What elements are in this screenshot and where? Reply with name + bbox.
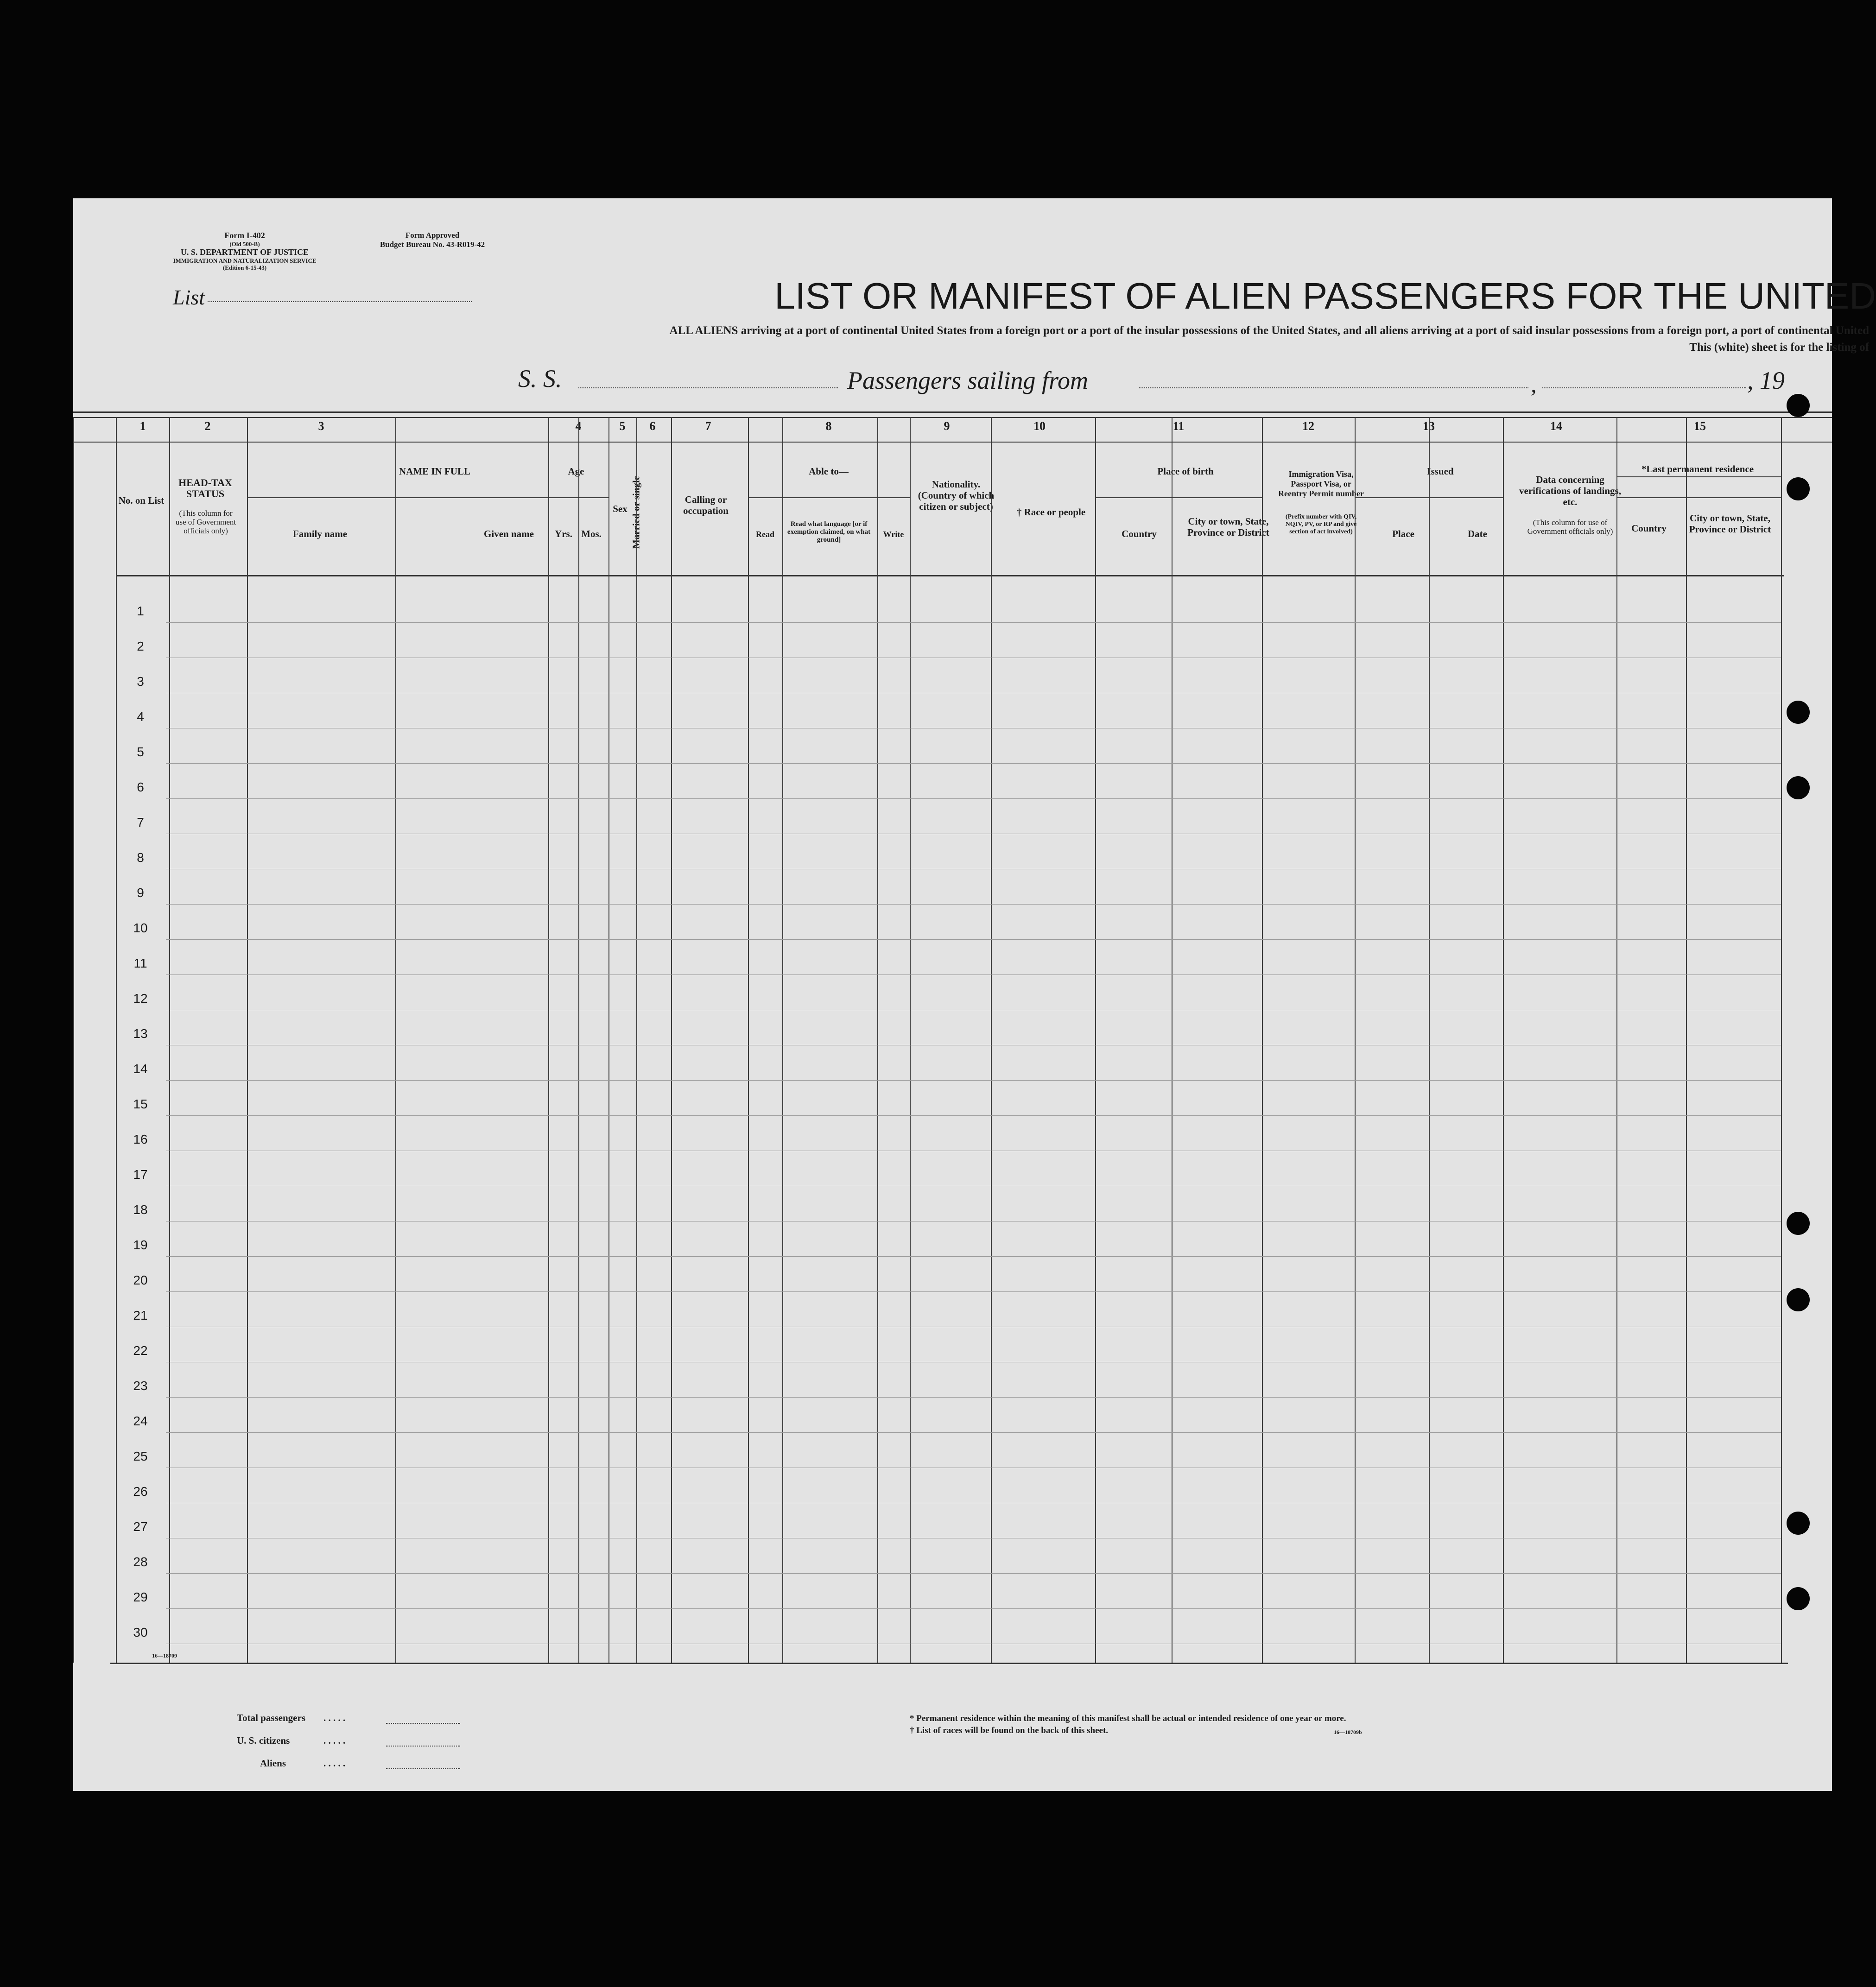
column-rule	[1429, 417, 1430, 1663]
column-rule	[395, 417, 396, 1663]
department-name: U. S. DEPARTMENT OF JUSTICE	[180, 247, 309, 257]
header-family-name: Family name	[292, 528, 348, 539]
header-nationality: Nationality. (Country of which citizen or subject)	[918, 479, 995, 512]
aliens-label: Aliens	[260, 1758, 286, 1769]
subheader-rule	[1095, 497, 1262, 498]
row-number: 6	[137, 780, 144, 794]
column-number: 12	[1302, 419, 1314, 433]
row-number: 11	[133, 956, 147, 970]
header-calling: Calling or occupation	[683, 494, 729, 516]
row-number: 7	[137, 815, 144, 829]
row-number: 12	[133, 991, 148, 1006]
table-top-rule-inner	[73, 417, 1832, 418]
row-rule	[166, 1115, 1781, 1116]
column-number: 11	[1172, 419, 1185, 433]
row-rule	[166, 1080, 1781, 1081]
row-number: 1	[137, 604, 144, 618]
header-age-months: Mos.	[581, 528, 602, 539]
row-rule	[166, 622, 1781, 623]
row-number: 24	[133, 1414, 148, 1428]
row-number: 27	[133, 1519, 148, 1534]
row-number: 21	[133, 1308, 148, 1323]
footnote-residence: * Permanent residence within the meaning of this manifest shall be actual or intended residence of one year or more.	[910, 1714, 1346, 1723]
budget-approval	[370, 231, 495, 249]
column-rule	[636, 417, 637, 1663]
column-number-rule	[73, 442, 1832, 443]
column-number: 4	[575, 419, 582, 433]
header-data-note: (This column for use of Government officials only)	[1527, 518, 1613, 536]
header-birth-country: Country	[1122, 528, 1157, 539]
column-number: 14	[1550, 419, 1562, 433]
row-rule	[166, 1573, 1781, 1574]
row-number: 18	[133, 1202, 148, 1217]
form-approved-label: Form Approved	[405, 231, 460, 240]
subheader-rule	[1616, 497, 1781, 498]
binder-hole	[1787, 1587, 1810, 1610]
row-rule	[166, 1291, 1781, 1292]
manifest-sheet	[73, 198, 1876, 1791]
row-number: 23	[133, 1379, 148, 1393]
header-place-of-birth: Place of birth	[1157, 466, 1214, 477]
sailing-port-field[interactable]	[1139, 387, 1528, 388]
column-number: 3	[318, 419, 324, 433]
form-number: Form I-402	[224, 231, 265, 240]
column-rule	[169, 417, 170, 1663]
header-able-to: Able to—	[809, 466, 849, 477]
binder-hole	[1787, 1212, 1810, 1235]
column-rule	[1262, 417, 1263, 1663]
row-number: 10	[133, 921, 148, 935]
row-number: 19	[133, 1238, 148, 1252]
aliens-field[interactable]	[386, 1768, 460, 1769]
header-write: Write	[883, 530, 904, 539]
list-number-field[interactable]	[208, 301, 472, 302]
row-number: 25	[133, 1449, 148, 1463]
header-given-name: Given name	[484, 528, 534, 539]
sailing-from-label: Passengers sailing from	[847, 367, 1089, 394]
edition-date: (Edition 6-15-43)	[222, 264, 267, 271]
row-rule	[166, 939, 1781, 940]
aliens-dots: . . . . .	[323, 1758, 346, 1769]
column-rule	[548, 417, 549, 1663]
row-number: 26	[133, 1484, 148, 1499]
binder-hole	[1787, 1512, 1810, 1535]
column-rule	[1616, 417, 1617, 1663]
header-issued-place: Place	[1392, 528, 1414, 539]
header-married-single: Married or single	[630, 475, 642, 549]
row-number: 20	[133, 1273, 148, 1287]
header-name-in-full: NAME IN FULL	[399, 466, 470, 477]
row-number: 14	[133, 1062, 148, 1076]
row-number: 15	[133, 1097, 148, 1111]
row-number: 2	[137, 639, 144, 653]
column-number: 13	[1423, 419, 1435, 433]
header-age-years: Yrs.	[555, 528, 572, 539]
column-number: 5	[619, 419, 626, 433]
ship-name-field[interactable]	[578, 387, 838, 388]
header-head-tax-note: (This column for use of Government officials only)	[175, 509, 236, 535]
row-rule	[166, 904, 1781, 905]
column-number: 8	[825, 419, 832, 433]
service-name: IMMIGRATION AND NATURALIZATION SERVICE	[173, 257, 317, 264]
header-visa-note: (Prefix number with QIV, NQIV, PV, or RP and give section of act involved)	[1285, 513, 1357, 535]
row-number: 22	[133, 1343, 148, 1358]
header-race: † Race or people	[1016, 506, 1086, 518]
print-code-footer: 16—18709b	[1334, 1729, 1362, 1735]
budget-number: Budget Bureau No. 43-R019-42	[380, 240, 485, 249]
year-label: , 19	[1747, 367, 1785, 394]
column-rule	[910, 417, 911, 1663]
total-passengers-label: Total passengers	[237, 1712, 305, 1723]
header-last-residence: *Last permanent residence	[1641, 463, 1754, 475]
header-data-concerning: Data concerning verifications of landings, etc.	[1519, 474, 1621, 507]
print-code: 16—18709	[152, 1652, 177, 1659]
column-rule	[608, 417, 609, 1663]
binder-hole	[1787, 701, 1810, 724]
row-number: 16	[133, 1132, 148, 1146]
manifest-subtitle-line1: ALL ALIENS arriving at a port of continental United States from a foreign port or a port of the insular possessions of the United States, and all aliens arriving at a port of said insular possessions from a foreign port, a port of continental United	[669, 324, 1869, 337]
row-rule	[166, 1432, 1781, 1433]
header-read: Read	[756, 530, 774, 539]
column-rule	[1686, 417, 1687, 1663]
column-rule	[1095, 417, 1096, 1663]
row-number: 29	[133, 1590, 148, 1604]
column-number: 2	[204, 419, 211, 433]
comma-separator: ,	[1531, 371, 1537, 397]
column-rule	[1781, 417, 1782, 1663]
table-top-rule	[73, 411, 1832, 413]
row-number: 13	[133, 1026, 148, 1041]
column-number: 6	[649, 419, 656, 433]
subheader-rule	[748, 497, 910, 498]
column-rule	[1503, 417, 1504, 1663]
row-number: 8	[137, 850, 144, 865]
list-label: List	[173, 285, 205, 309]
binder-hole	[1787, 776, 1810, 799]
manifest-title: LIST OR MANIFEST OF ALIEN PASSENGERS FOR THE UNITED	[774, 275, 1876, 316]
binder-hole	[1787, 477, 1810, 500]
column-rule	[748, 417, 749, 1663]
row-number: 30	[133, 1625, 148, 1639]
binder-hole	[1787, 1288, 1810, 1311]
total-passengers-dots: . . . . .	[323, 1712, 346, 1723]
ss-label: S. S.	[518, 365, 562, 392]
row-number: 4	[137, 709, 144, 724]
header-issued: Issued	[1427, 466, 1454, 477]
header-residence-city: City or town, State, Province or District	[1689, 513, 1771, 535]
us-citizens-label: U. S. citizens	[237, 1735, 290, 1746]
column-number: 15	[1694, 419, 1706, 433]
row-number: 17	[133, 1167, 148, 1182]
header-visa: Immigration Visa, Passport Visa, or Reentry Permit number	[1278, 469, 1364, 498]
table-bottom-rule	[110, 1663, 1788, 1664]
header-bottom-rule	[116, 575, 1784, 576]
header-read-language: Read what language [or if exemption claimed, on what ground]	[787, 520, 871, 544]
column-number: 7	[705, 419, 711, 433]
column-rule	[671, 417, 672, 1663]
column-number: 1	[139, 419, 146, 433]
row-number: 28	[133, 1555, 148, 1569]
footnote-races: † List of races will be found on the back of this sheet.	[910, 1726, 1109, 1735]
row-rule	[166, 1256, 1781, 1257]
us-citizens-field[interactable]	[386, 1746, 460, 1747]
row-number: 9	[137, 886, 144, 900]
sailing-date-field[interactable]	[1542, 387, 1746, 388]
row-number: 5	[137, 745, 144, 759]
total-passengers-field[interactable]	[386, 1723, 460, 1724]
column-number: 10	[1033, 419, 1046, 433]
column-rule	[782, 417, 783, 1663]
row-rule	[166, 1397, 1781, 1398]
column-rule	[991, 417, 992, 1663]
header-birth-city: City or town, State, Province or District	[1187, 516, 1269, 538]
column-rule	[247, 417, 248, 1663]
us-citizens-dots: . . . . .	[323, 1735, 346, 1746]
header-no-on-list: No. on List	[118, 495, 165, 506]
header-residence-country: Country	[1631, 523, 1667, 534]
old-form-number: (Old 500-B)	[229, 240, 260, 247]
column-rule	[1355, 417, 1356, 1663]
binder-hole	[1787, 394, 1810, 417]
column-rule	[877, 417, 878, 1663]
header-head-tax: HEAD-TAX STATUS	[178, 477, 232, 500]
header-age: Age	[568, 466, 584, 477]
row-rule	[166, 763, 1781, 764]
column-rule	[578, 417, 579, 1663]
header-issued-date: Date	[1468, 528, 1487, 539]
subheader-rule	[1616, 476, 1781, 477]
row-number: 3	[137, 674, 144, 689]
header-sex: Sex	[613, 503, 627, 514]
table-left-edge	[73, 417, 74, 1663]
manifest-subtitle-line2: This (white) sheet is for the listing of	[1689, 341, 1869, 354]
row-rule	[166, 1608, 1781, 1609]
column-number: 9	[944, 419, 950, 433]
form-identification	[166, 231, 323, 271]
row-rule	[166, 798, 1781, 799]
